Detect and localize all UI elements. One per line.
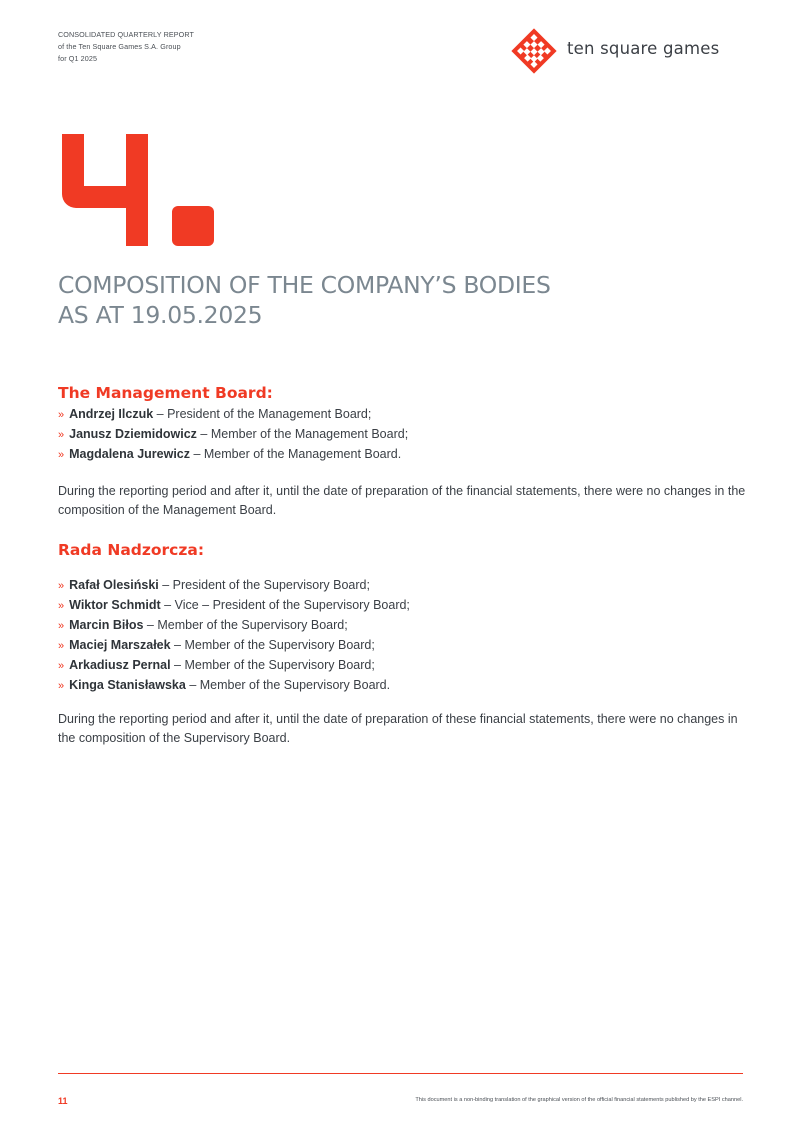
list-item: » Arkadiusz Pernal – Member of the Supervisory Board; — [58, 658, 375, 672]
list-item: » Janusz Dziemidowicz – Member of the Management Board; — [58, 427, 409, 441]
chapter-title-line-1: COMPOSITION OF THE COMPANY’S BODIES — [58, 271, 551, 299]
checkered-diamond-logo-icon — [511, 28, 557, 74]
bullet-icon: » — [58, 449, 65, 461]
supervisory-board-note: During the reporting period and after it, until the date of preparation of these financial statements, there were no changes in the composition of the Supervisory Board. — [58, 712, 738, 745]
page-number: 11 — [58, 1096, 68, 1106]
chapter-number-graphic — [58, 130, 218, 250]
list-item: » Maciej Marszałek – Member of the Supervisory Board; — [58, 638, 375, 652]
list-item: » Marcin Biłos – Member of the Supervisory Board; — [58, 618, 348, 632]
report-title-line: CONSOLIDATED QUARTERLY REPORT — [58, 30, 195, 39]
bullet-icon: » — [58, 640, 65, 652]
bullet-icon: » — [58, 429, 65, 441]
management-board-list — [58, 405, 408, 465]
report-period-line: for Q1 2025 — [58, 54, 98, 63]
bullet-icon: » — [58, 409, 65, 421]
supervisory-board-list — [58, 576, 410, 696]
supervisory-board-heading: Rada Nadzorcza: — [58, 541, 205, 559]
list-item: » Wiktor Schmidt – Vice – President of the Supervisory Board; — [58, 598, 410, 612]
logo-wordmark: ten square games — [567, 39, 720, 58]
bullet-icon: » — [58, 660, 65, 672]
bullet-icon: » — [58, 580, 65, 592]
management-board-note: During the reporting period and after it, until the date of preparation of the financial statements, there were no changes in the composition of the Management Board. — [58, 484, 746, 517]
chapter-title-line-2: AS AT 19.05.2025 — [58, 301, 263, 329]
company-logo — [511, 28, 751, 74]
report-header — [58, 29, 194, 65]
report-subtitle-line: of the Ten Square Games S.A. Group — [58, 42, 181, 51]
footer-divider — [58, 1073, 743, 1074]
bullet-icon: » — [58, 620, 65, 632]
management-board-heading: The Management Board: — [58, 384, 273, 402]
bullet-icon: » — [58, 600, 65, 612]
list-item: » Andrzej Ilczuk – President of the Management Board; — [58, 407, 372, 421]
list-item: » Kinga Stanisławska – Member of the Supervisory Board. — [58, 678, 391, 692]
list-item: » Magdalena Jurewicz – Member of the Management Board. — [58, 447, 402, 461]
footer-disclaimer: This document is a non-binding translation of the graphical version of the official financial statements published by the ESPI channel. — [415, 1097, 743, 1103]
chapter-title — [58, 270, 551, 330]
bullet-icon: » — [58, 680, 65, 692]
list-item: » Rafał Olesiński – President of the Supervisory Board; — [58, 578, 370, 592]
